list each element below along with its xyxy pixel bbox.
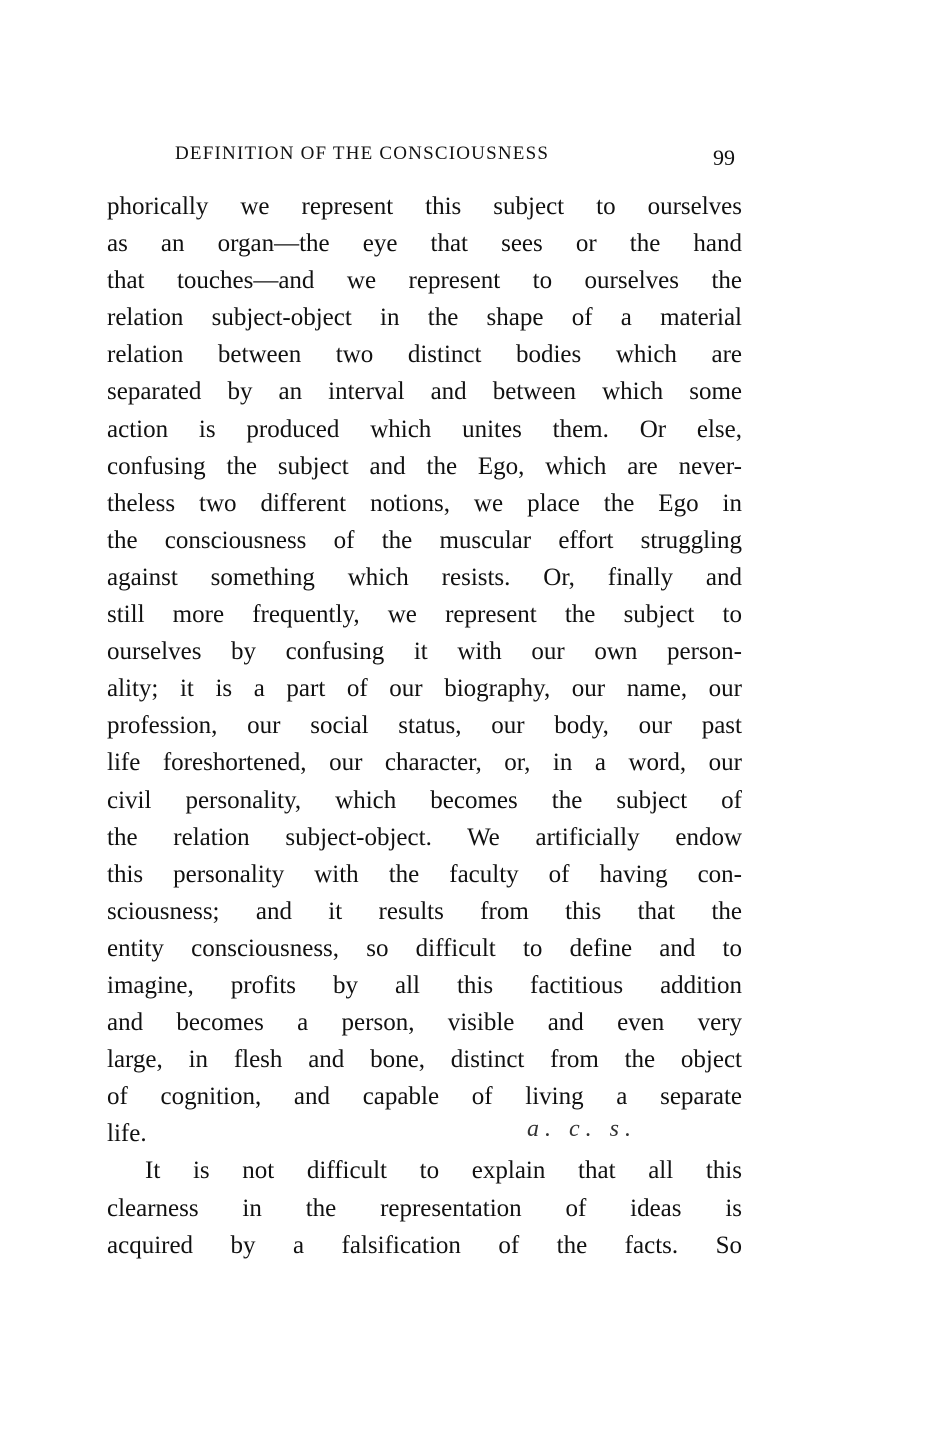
text-line-content: against something which resists. Or, finally and [107, 563, 742, 591]
text-line-content: life foreshortened, our character, or, in a word, our [107, 749, 742, 777]
text-line [107, 448, 742, 485]
text-line [107, 299, 742, 336]
text-line-content: phorically we represent this subject to ourselves [107, 193, 742, 220]
text-line [107, 1190, 742, 1227]
text-line [107, 1004, 742, 1041]
text-line [107, 188, 742, 225]
text-line-content: sciousness; and it results from this that the [107, 897, 742, 925]
text-line-content: the relation subject-object. We artificially endow [107, 823, 742, 851]
text-line [107, 1115, 742, 1152]
paragraph [107, 1152, 742, 1263]
text-line [107, 967, 742, 1004]
text-line [107, 522, 742, 559]
text-line-content: theless two different notions, we place the Ego in [107, 489, 742, 517]
text-line-content: profession, our social status, our body, our past [107, 712, 742, 740]
text-line [107, 559, 742, 596]
page-number: 99 [713, 145, 735, 170]
text-line-content: relation between two distinct bodies which are [107, 341, 742, 369]
text-line-content: It is not difficult to explain that all this [145, 1157, 742, 1185]
text-line [107, 262, 742, 299]
text-line [107, 633, 742, 670]
text-line-content: ality; it is a part of our biography, our name, our [107, 675, 742, 703]
text-line-content: and becomes a person, visible and even very [107, 1009, 742, 1037]
text-line-content: imagine, profits by all this factitious addition [107, 971, 742, 999]
body-text [107, 188, 742, 1264]
running-title: DEFINITION OF THE CONSCIOUSNESS [175, 143, 550, 164]
text-line-content: large, in flesh and bone, distinct from the object [107, 1046, 742, 1074]
text-line [107, 225, 742, 262]
text-line-content: of cognition, and capable of living a separate [107, 1083, 742, 1111]
text-line [107, 1152, 742, 1189]
text-line [107, 819, 742, 856]
text-line [107, 336, 742, 373]
text-line-content: still more frequently, we represent the subject to [107, 601, 742, 629]
text-line-content: relation subject-object in the shape of a material [107, 304, 742, 332]
text-line-content: confusing the subject and the Ego, which are never- [107, 452, 742, 480]
text-line-content: action is produced which unites them. Or else, [107, 415, 742, 443]
text-line-content: as an organ—the eye that sees or the hand [107, 230, 742, 258]
text-line [107, 930, 742, 967]
text-line [107, 373, 742, 410]
page-header [175, 143, 735, 173]
text-line-content: life. [107, 1120, 147, 1148]
text-line [107, 856, 742, 893]
paragraph [107, 188, 742, 1152]
text-line [107, 596, 742, 633]
text-line [107, 1227, 742, 1264]
text-line-content: this personality with the faculty of having con- [107, 860, 742, 888]
text-line [107, 782, 742, 819]
text-line-content: that touches—and we represent to ourselves the [107, 267, 742, 295]
text-line-content: acquired by a falsification of the facts. So [107, 1231, 742, 1259]
text-line-content: separated by an interval and between which some [107, 378, 742, 406]
text-line-content: ourselves by confusing it with our own person- [107, 638, 742, 666]
text-line [107, 1041, 742, 1078]
text-line [107, 744, 742, 781]
text-line [107, 411, 742, 448]
text-line [107, 893, 742, 930]
text-line-content: clearness in the representation of ideas is [107, 1194, 742, 1222]
handwritten-mark: a. c. s. [527, 1116, 637, 1143]
text-line [107, 707, 742, 744]
text-line [107, 670, 742, 707]
text-line-content: civil personality, which becomes the subject of [107, 786, 742, 814]
text-line-content: the consciousness of the muscular effort struggling [107, 526, 742, 554]
text-line [107, 1078, 742, 1115]
text-line-content: entity consciousness, so difficult to define and to [107, 934, 742, 962]
text-line [107, 485, 742, 522]
